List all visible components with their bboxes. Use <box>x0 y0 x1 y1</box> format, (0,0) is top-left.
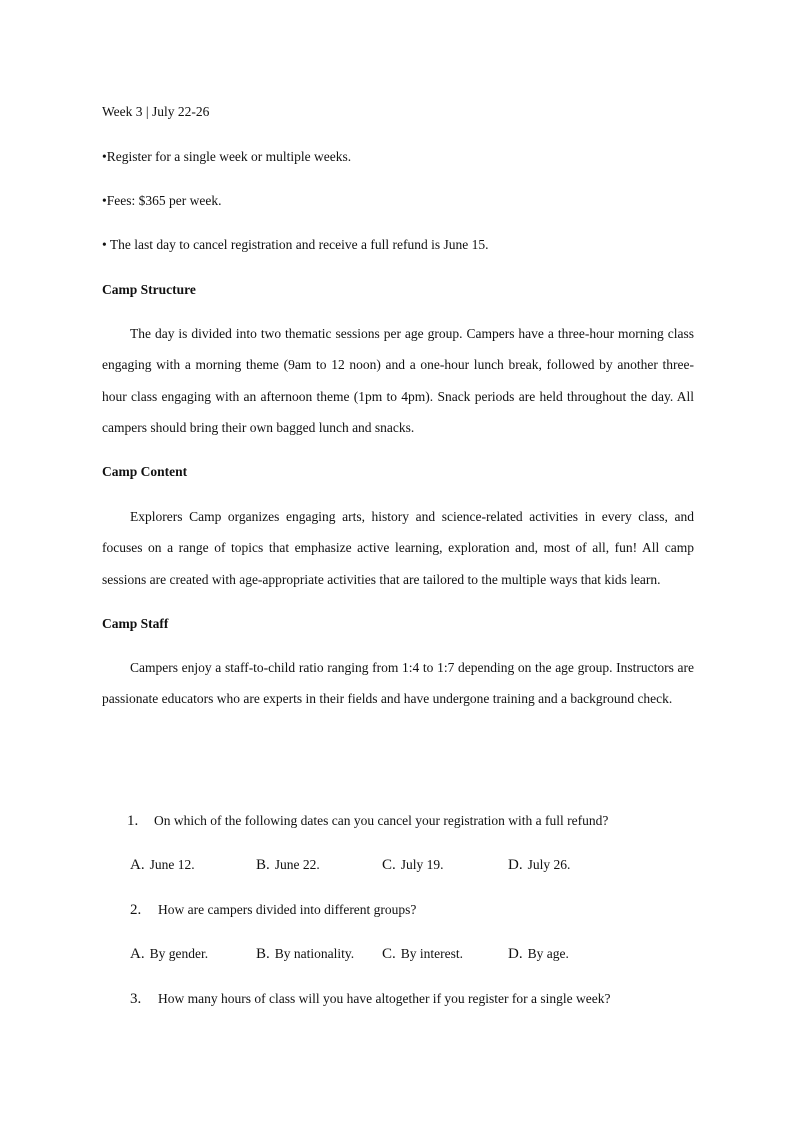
option-letter: A. <box>130 857 145 873</box>
heading-camp-structure: Camp Structure <box>102 282 196 297</box>
option-letter: B. <box>256 946 270 962</box>
option-letter: A. <box>130 946 145 962</box>
option-text: By gender. <box>149 946 209 961</box>
option-a[interactable] <box>130 946 208 962</box>
paragraph-camp-content: Explorers Camp organizes engaging arts, history and science-related activities in every class, and focuses on a range of topics that emphasize active learning, exploration and, most of all, fun! All camp sessions are created with age-appropriate activities that are tailored to the multiple ways that kids learn. <box>102 509 694 587</box>
question-number: 1. <box>127 813 139 829</box>
option-a[interactable] <box>130 857 195 873</box>
heading-camp-staff: Camp Staff <box>102 616 169 631</box>
option-text: July 26. <box>527 857 571 872</box>
option-text: June 12. <box>149 857 195 872</box>
option-text: June 22. <box>274 857 320 872</box>
heading-camp-content: Camp Content <box>102 464 188 479</box>
option-c[interactable] <box>382 946 463 962</box>
option-b[interactable] <box>256 946 354 962</box>
option-text: By interest. <box>400 946 464 961</box>
option-letter: C. <box>382 946 396 962</box>
question-number: 3. <box>130 991 142 1007</box>
option-letter: D. <box>508 857 523 873</box>
option-text: By nationality. <box>274 946 355 961</box>
question-text: How are campers divided into different groups? <box>158 902 417 917</box>
bullet-fees: •Fees: $365 per week. <box>102 193 222 208</box>
bullet-refund: • The last day to cancel registration and receive a full refund is June 15. <box>102 237 489 252</box>
option-b[interactable] <box>256 857 320 873</box>
option-c[interactable] <box>382 857 444 873</box>
option-letter: D. <box>508 946 523 962</box>
option-letter: C. <box>382 857 396 873</box>
option-text: By age. <box>527 946 569 961</box>
week-dates: Week 3 | July 22-26 <box>102 104 210 119</box>
option-d[interactable] <box>508 857 570 873</box>
paragraph-camp-structure: The day is divided into two thematic sessions per age group. Campers have a three-hour morning class engaging with a morning theme (9am to 12 noon) and a one-hour lunch break, followed by another three-hour class engaging with an afternoon theme (1pm to 4pm). Snack periods are held throughout the day. All campers should bring their own bagged lunch and snacks. <box>102 326 694 436</box>
question-number: 2. <box>130 902 142 918</box>
question-text: How many hours of class will you have altogether if you register for a single week? <box>158 991 611 1006</box>
option-text: July 19. <box>400 857 444 872</box>
bullet-register: •Register for a single week or multiple weeks. <box>102 149 352 164</box>
option-d[interactable] <box>508 946 569 962</box>
paragraph-camp-staff: Campers enjoy a staff-to-child ratio ranging from 1:4 to 1:7 depending on the age group. Instructors are passionate educators who are experts in their fields and have undergone training and a background check. <box>102 660 694 707</box>
option-letter: B. <box>256 857 270 873</box>
question-text: On which of the following dates can you cancel your registration with a full refund? <box>154 813 609 828</box>
